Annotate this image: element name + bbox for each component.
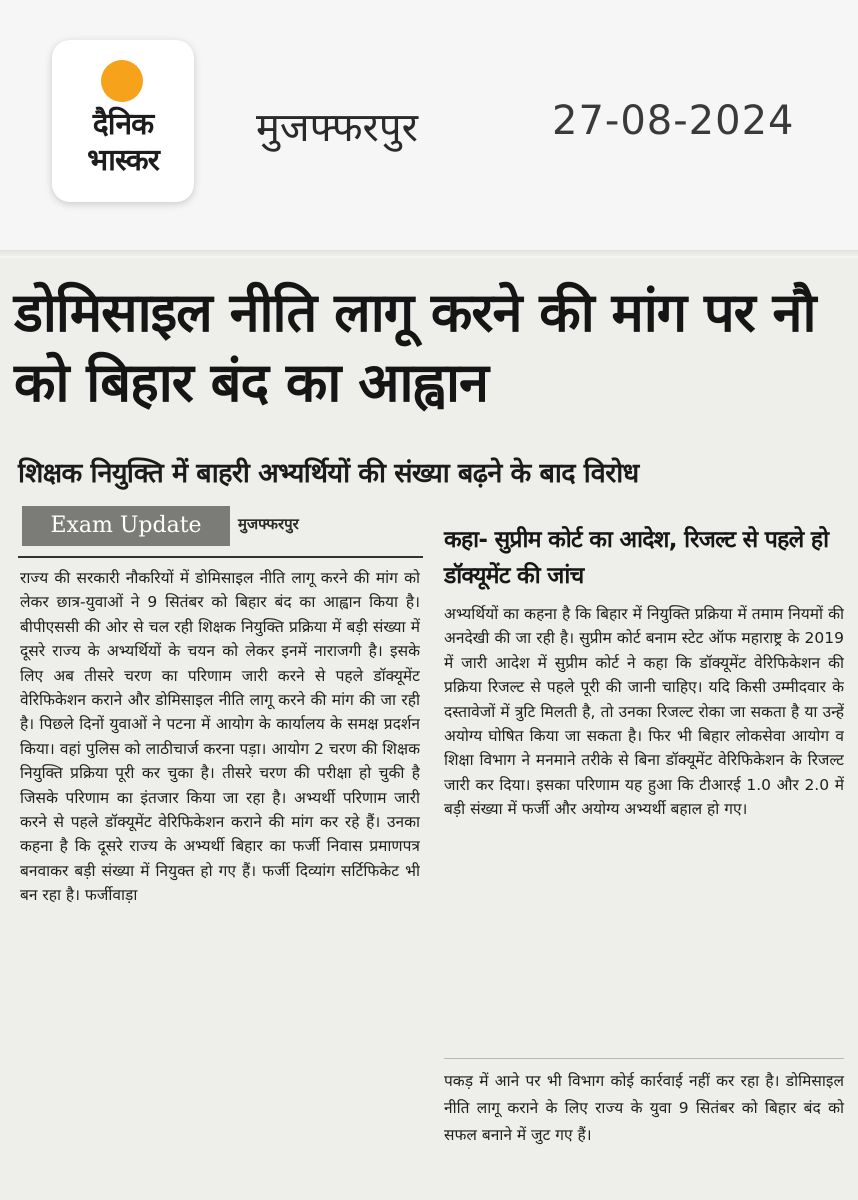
right-column-paragraph-2: पकड़ में आने पर भी विभाग कोई कार्रवाई नहीं कर रहा है। डोमिसाइल नीति लागू कराने के लिए राज्य के युवा 9 सितंबर को बिहार बंद को सफल बनाने में जुट गए हैं। [444,1072,844,1144]
column-rule [18,556,423,558]
edition-city: मुजफ्फरपुर [256,105,418,151]
edition-date: 27-08-2024 [552,98,795,144]
dainik-bhaskar-logo [52,40,194,202]
logo-text-line2: भास्कर [87,143,159,178]
exam-update-tag: Exam Update [22,506,230,546]
left-column-text: राज्य की सरकारी नौकरियों में डोमिसाइल नीति लागू करने की मांग को लेकर छात्र-युवाओं ने 9 सितंबर को बिहार बंद का आह्वान किया है। बीपीएससी की ओर से चल रही शिक्षक नियुक्ति प्रक्रिया में बड़ी संख्या में दूसरे राज्य के अभ्यर्थियों के चयन को लेकर इनमें नाराजगी है। इसके लिए अब तीसरे चरण का परिणाम जारी करने से पहले डॉक्यूमेंट वेरिफिकेशन कराने और डोमिसाइल नीति लागू करने की मांग की जा रही है। पिछले दिनों युवाओं ने पटना में आयोग के कार्यालय के समक्ष प्रदर्शन किया। वहां पुलिस को लाठीचार्ज करना पड़ा। आयोग 2 चरण की शिक्षक नियुक्ति प्रक्रिया पूरी कर चुका है। तीसरे चरण की परीक्षा हो चुकी है जिसके परिणाम का इंतजार किया जा रहा है। अभ्यर्थी परिणाम जारी करने से पहले डॉक्यूमेंट वेरिफिकेशन कराने की मांग कर रहे हैं। उनका कहना है कि दूसरे राज्य के अभ्यर्थी बिहार का फर्जी निवास प्रमाणपत्र बनवाकर बड़ी संख्या में नियुक्त हो गए हैं। फर्जी दिव्यांग सर्टिफिकेट भी बन रहा है। फर्जीवाड़ा [20,569,420,905]
page-fold [0,250,858,256]
sun-icon [101,60,143,102]
article-subheadline: शिक्षक नियुक्ति में बाहरी अभ्यर्थियों की संख्या बढ़ने के बाद विरोध [18,458,639,489]
right-column-subhead: कहा- सुप्रीम कोर्ट का आदेश, रिजल्ट से पहले हो डॉक्यूमेंट की जांच [444,527,829,589]
article-dateline: मुजफ्फरपुर [238,515,299,533]
left-column [20,566,420,1184]
right-column-paragraph-1: अभ्यर्थियों का कहना है कि बिहार में नियुक्ति प्रक्रिया में तमाम नियमों की अनदेखी की जा रही है। सुप्रीम कोर्ट बनाम स्टेट ऑफ महाराष्ट्र के 2019 में जारी आदेश में सुप्रीम कोर्ट ने कहा कि डॉक्यूमेंट वेरिफिकेशन की प्रक्रिया रिजल्ट से पहले पूरी की जानी चाहिए। यदि किसी उम्मीदवार के दस्तावेजों में त्रुटि मिलती है, तो उनका रिजल्ट रोका जा सकता है या उन्हें अयोग्य घोषित किया जा सकता है। फिर भी बिहार लोकसेवा आयोग व शिक्षा विभाग ने मनमाने तरीके से बिना डॉक्यूमेंट वेरिफिकेशन के रिजल्ट जारी कर दिया। इसका परिणाम यह हुआ कि टीआरई 1.0 और 2.0 में बड़ी संख्या में फर्जी और अयोग्य अभ्यर्थी बहाल हो गए। [444,605,844,819]
logo-text-line1: दैनिक [92,107,154,142]
article-headline: डोमिसाइल नीति लागू करने की मांग पर नौ को बिहार बंद का आह्वान [14,281,816,414]
right-column [444,602,844,1050]
masthead [0,0,858,250]
right-column-divider [444,1058,844,1059]
